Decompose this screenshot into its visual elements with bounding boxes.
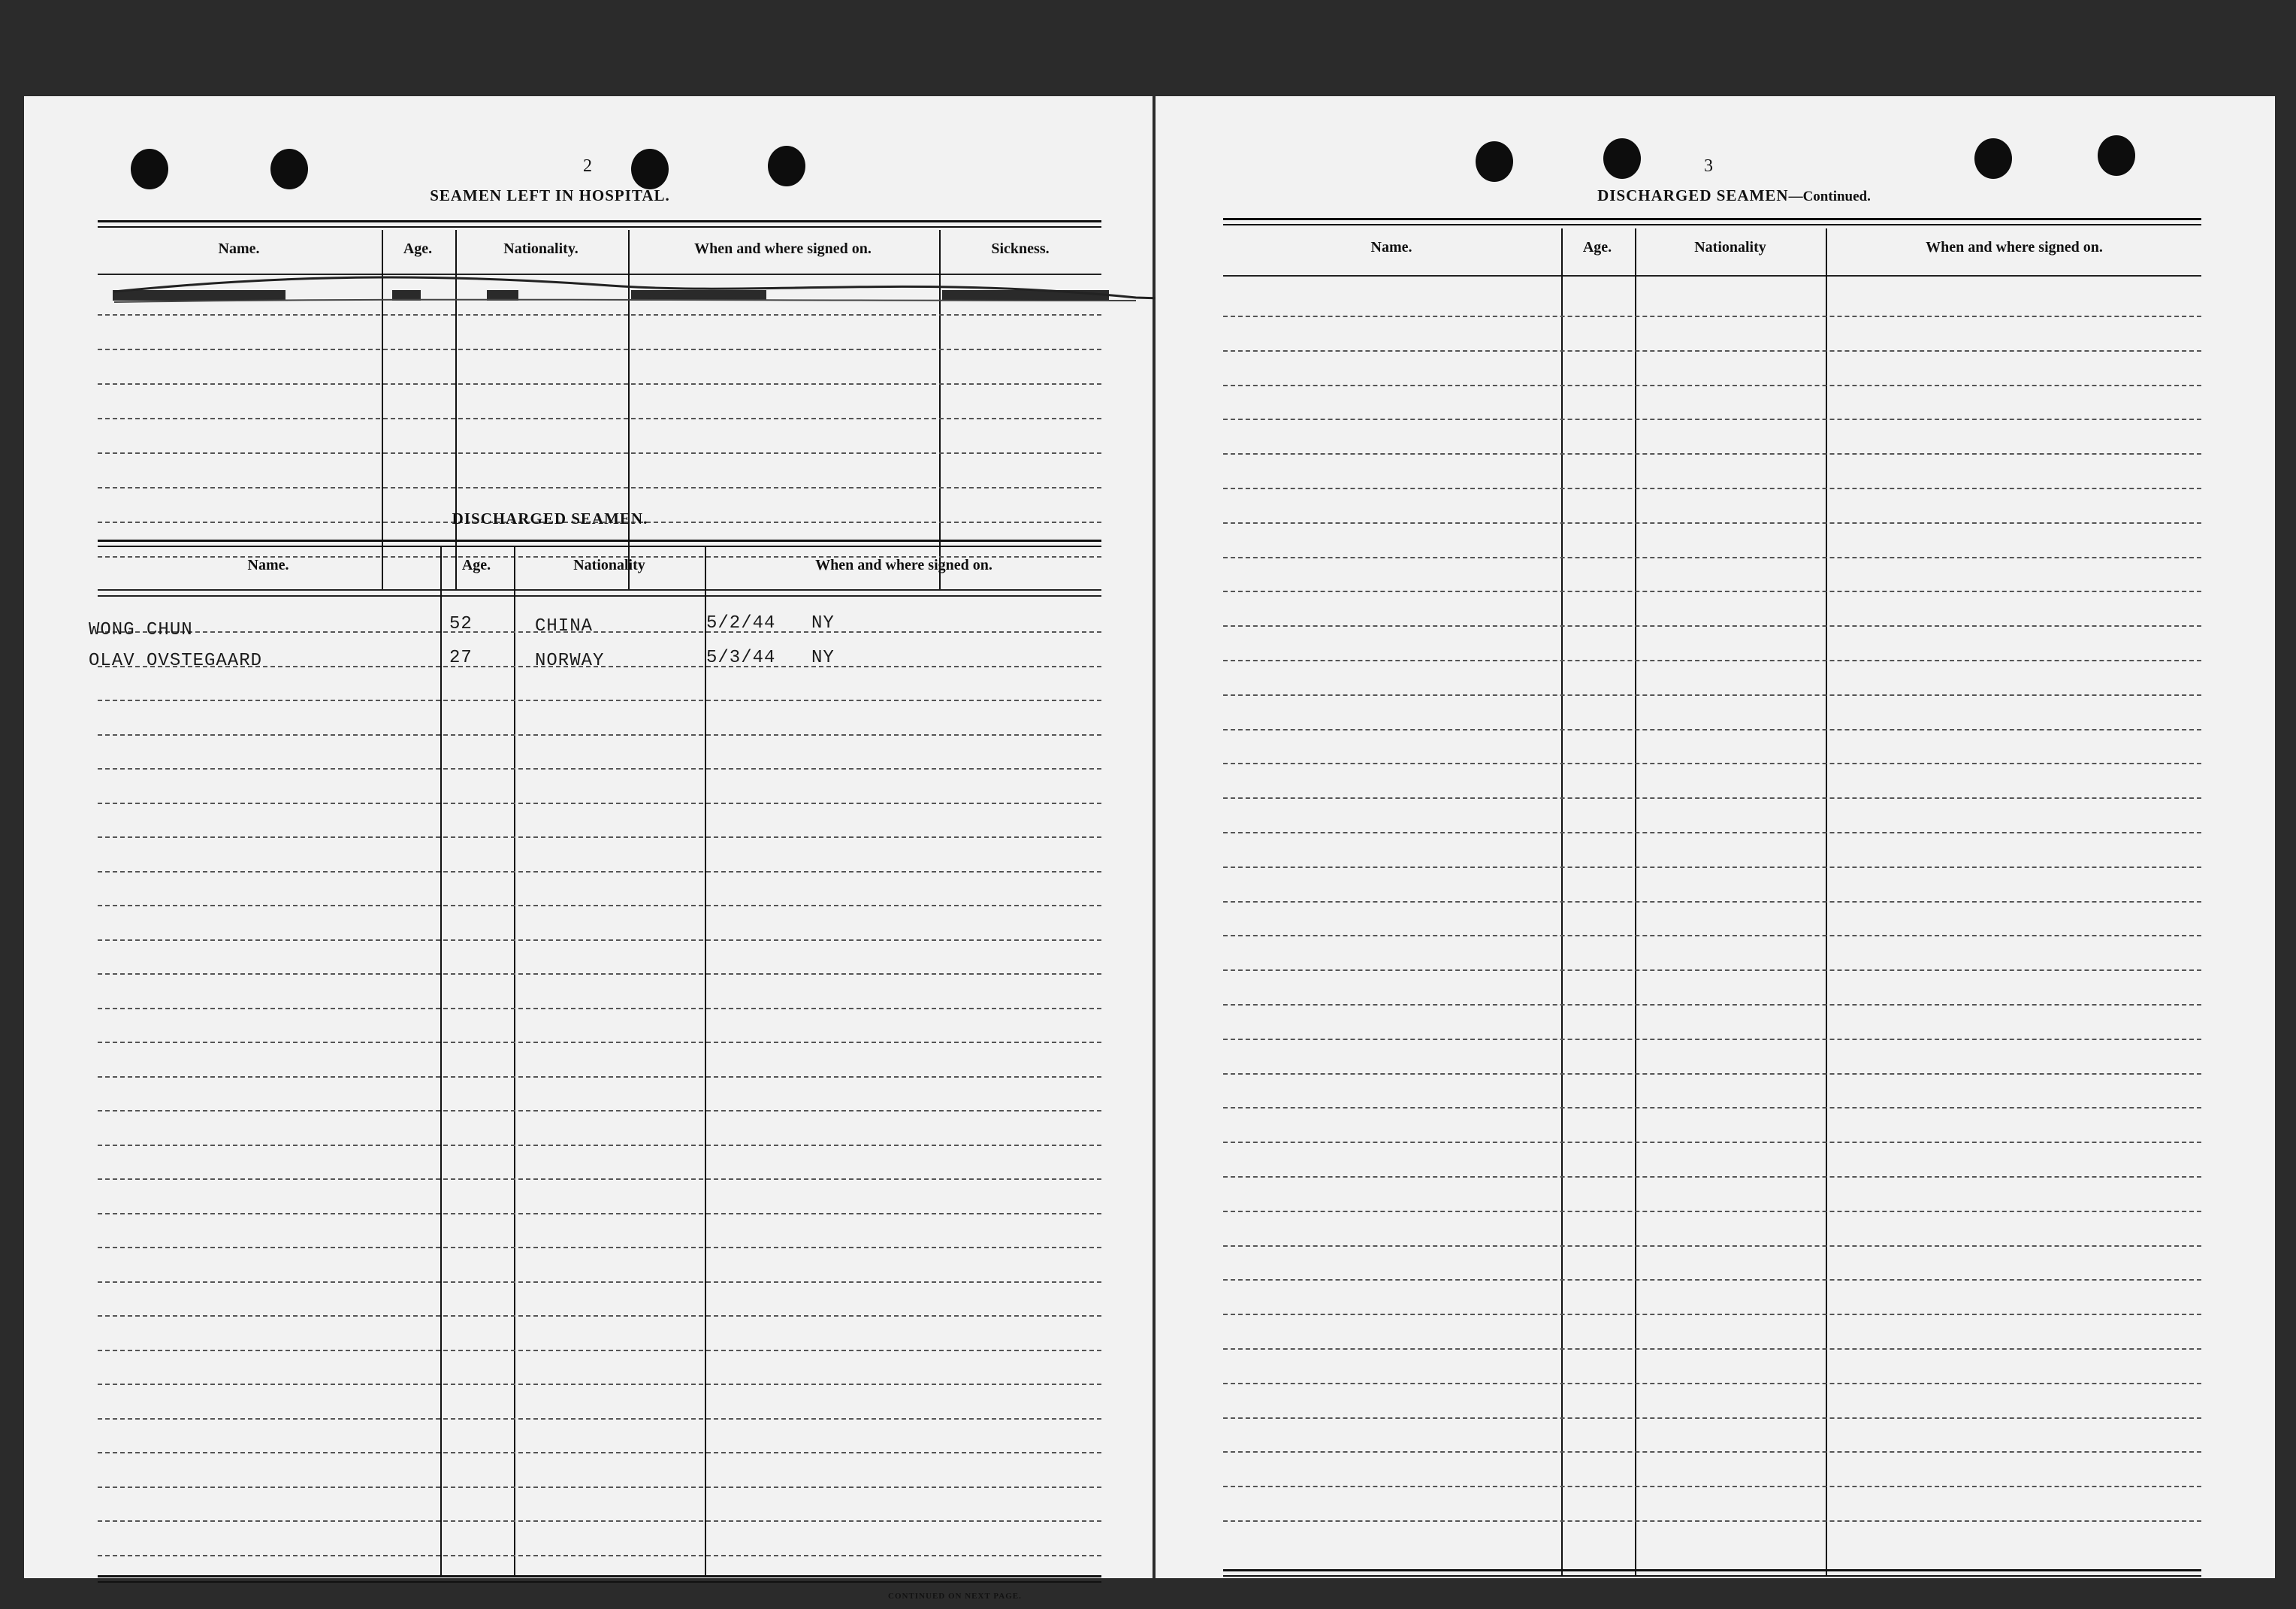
row-line	[98, 1042, 1101, 1043]
row-line	[1223, 1451, 2201, 1453]
row-line	[98, 1281, 1101, 1283]
entry-date: 5/2/44	[706, 613, 776, 634]
right-page	[1156, 96, 2275, 1578]
row-line	[98, 1350, 1101, 1351]
row-line	[1223, 867, 2201, 868]
row-line	[1223, 694, 2201, 696]
row-line	[1223, 591, 2201, 592]
punch-hole	[1603, 138, 1641, 179]
rule	[1223, 275, 2201, 277]
row-line	[98, 1452, 1101, 1453]
rule	[98, 595, 1101, 597]
row-line	[98, 1110, 1101, 1111]
row-line	[98, 1555, 1101, 1556]
row-line	[1223, 729, 2201, 730]
row-line	[98, 973, 1101, 975]
row-line	[1223, 832, 2201, 833]
punch-hole	[768, 146, 805, 186]
row-line	[98, 1315, 1101, 1317]
row-line	[98, 939, 1101, 941]
row-line	[1223, 1279, 2201, 1281]
row-line	[1223, 419, 2201, 420]
rule	[98, 1575, 1101, 1577]
rule	[98, 546, 1101, 547]
row-line	[1223, 1039, 2201, 1040]
punch-hole	[131, 149, 168, 189]
col-header-age: Age.	[461, 557, 491, 573]
col-header-name: Name.	[1370, 239, 1412, 256]
row-line	[1223, 1520, 2201, 1522]
entry-nationality: CHINA	[535, 616, 594, 637]
row-line	[1223, 625, 2201, 627]
entry-age: 27	[449, 648, 473, 668]
col-header-sickness: Sickness.	[991, 240, 1050, 257]
row-line	[98, 836, 1101, 838]
row-line	[1223, 453, 2201, 455]
entry-place: NY	[811, 613, 835, 634]
rule	[1223, 218, 2201, 220]
row-line	[98, 1178, 1101, 1180]
col-divider	[1635, 228, 1636, 1577]
row-line	[98, 1384, 1101, 1385]
row-line	[1223, 1176, 2201, 1178]
left-page	[24, 96, 1153, 1601]
col-divider	[1826, 228, 1827, 1577]
row-line	[1223, 969, 2201, 971]
row-line	[1223, 350, 2201, 352]
entry-place: NY	[811, 648, 835, 668]
title-sub: —Continued.	[1788, 189, 1871, 204]
row-line	[98, 349, 1101, 350]
col-header-age: Age.	[403, 240, 433, 257]
col-divider	[514, 547, 515, 1577]
rule	[1223, 1575, 2201, 1577]
row-line	[1223, 1486, 2201, 1487]
col-header-nationality: Nationality	[573, 557, 645, 573]
row-line	[98, 487, 1101, 488]
row-line	[1223, 1142, 2201, 1143]
row-line	[98, 1008, 1101, 1009]
row-line	[1223, 660, 2201, 661]
entry-name: WONG CHUN	[89, 620, 193, 640]
entry-date: 5/3/44	[706, 648, 776, 668]
row-line	[1223, 1314, 2201, 1315]
row-line	[1223, 1073, 2201, 1075]
row-line	[98, 803, 1101, 804]
row-line	[98, 1520, 1101, 1522]
col-header-nationality: Nationality	[1694, 239, 1766, 256]
col-divider	[705, 547, 706, 1577]
page-number: 2	[583, 156, 592, 176]
rule	[98, 589, 1101, 591]
row-line	[98, 383, 1101, 385]
row-line	[98, 1487, 1101, 1488]
entry-nationality: NORWAY	[535, 651, 605, 671]
row-line	[1223, 763, 2201, 764]
row-line	[98, 1247, 1101, 1248]
row-line	[1223, 385, 2201, 386]
row-line	[1223, 488, 2201, 489]
punch-hole	[2098, 135, 2135, 176]
row-line	[98, 452, 1101, 454]
rule	[98, 226, 1101, 228]
col-header-name: Name.	[247, 557, 289, 573]
rule	[98, 220, 1101, 222]
col-divider	[1561, 228, 1563, 1577]
row-line	[98, 871, 1101, 873]
struck-out-entry	[84, 268, 1211, 328]
row-line	[1223, 316, 2201, 317]
hospital-section-title: SEAMEN LEFT IN HOSPITAL.	[430, 186, 670, 204]
col-header-signed-on: When and where signed on.	[694, 240, 872, 257]
col-header-age: Age.	[1582, 239, 1612, 256]
row-line	[98, 1213, 1101, 1214]
row-line	[1223, 1107, 2201, 1108]
col-header-nationality: Nationality.	[503, 240, 579, 257]
punch-hole	[631, 149, 669, 189]
row-line	[1223, 557, 2201, 558]
continued-note: CONTINUED ON NEXT PAGE.	[888, 1592, 1022, 1601]
rule	[1223, 1569, 2201, 1571]
row-line	[1223, 1348, 2201, 1350]
row-line	[1223, 522, 2201, 524]
page-number: 3	[1704, 156, 1713, 176]
rule	[98, 540, 1101, 542]
punch-hole	[1974, 138, 2012, 179]
entry-name: OLAV OVSTEGAARD	[89, 651, 263, 671]
punch-hole	[270, 149, 308, 189]
punch-hole	[1476, 141, 1513, 182]
col-header-signed-on: When and where signed on.	[815, 557, 992, 573]
row-line	[1223, 797, 2201, 799]
row-line	[98, 905, 1101, 906]
row-line	[98, 1145, 1101, 1146]
discharged-continued-title	[1501, 186, 1967, 205]
row-line	[1223, 1417, 2201, 1419]
col-header-signed-on: When and where signed on.	[1926, 239, 2103, 256]
title-main: DISCHARGED SEAMEN	[1597, 186, 1789, 204]
col-divider	[440, 547, 442, 1577]
row-line	[98, 1418, 1101, 1420]
row-line	[98, 1076, 1101, 1078]
row-line	[98, 734, 1101, 736]
row-line	[98, 768, 1101, 770]
row-line	[98, 418, 1101, 419]
row-line	[1223, 1211, 2201, 1212]
entry-age: 52	[449, 614, 473, 634]
row-line	[1223, 901, 2201, 903]
rule	[1223, 224, 2201, 225]
row-line	[1223, 935, 2201, 936]
row-line	[1223, 1004, 2201, 1006]
row-line	[98, 700, 1101, 701]
discharged-section-title: DISCHARGED SEAMEN.	[452, 510, 648, 528]
rule	[98, 1581, 1101, 1583]
row-line	[1223, 1383, 2201, 1384]
row-line	[98, 631, 1101, 633]
col-header-name: Name.	[218, 240, 260, 257]
row-line	[1223, 1245, 2201, 1247]
